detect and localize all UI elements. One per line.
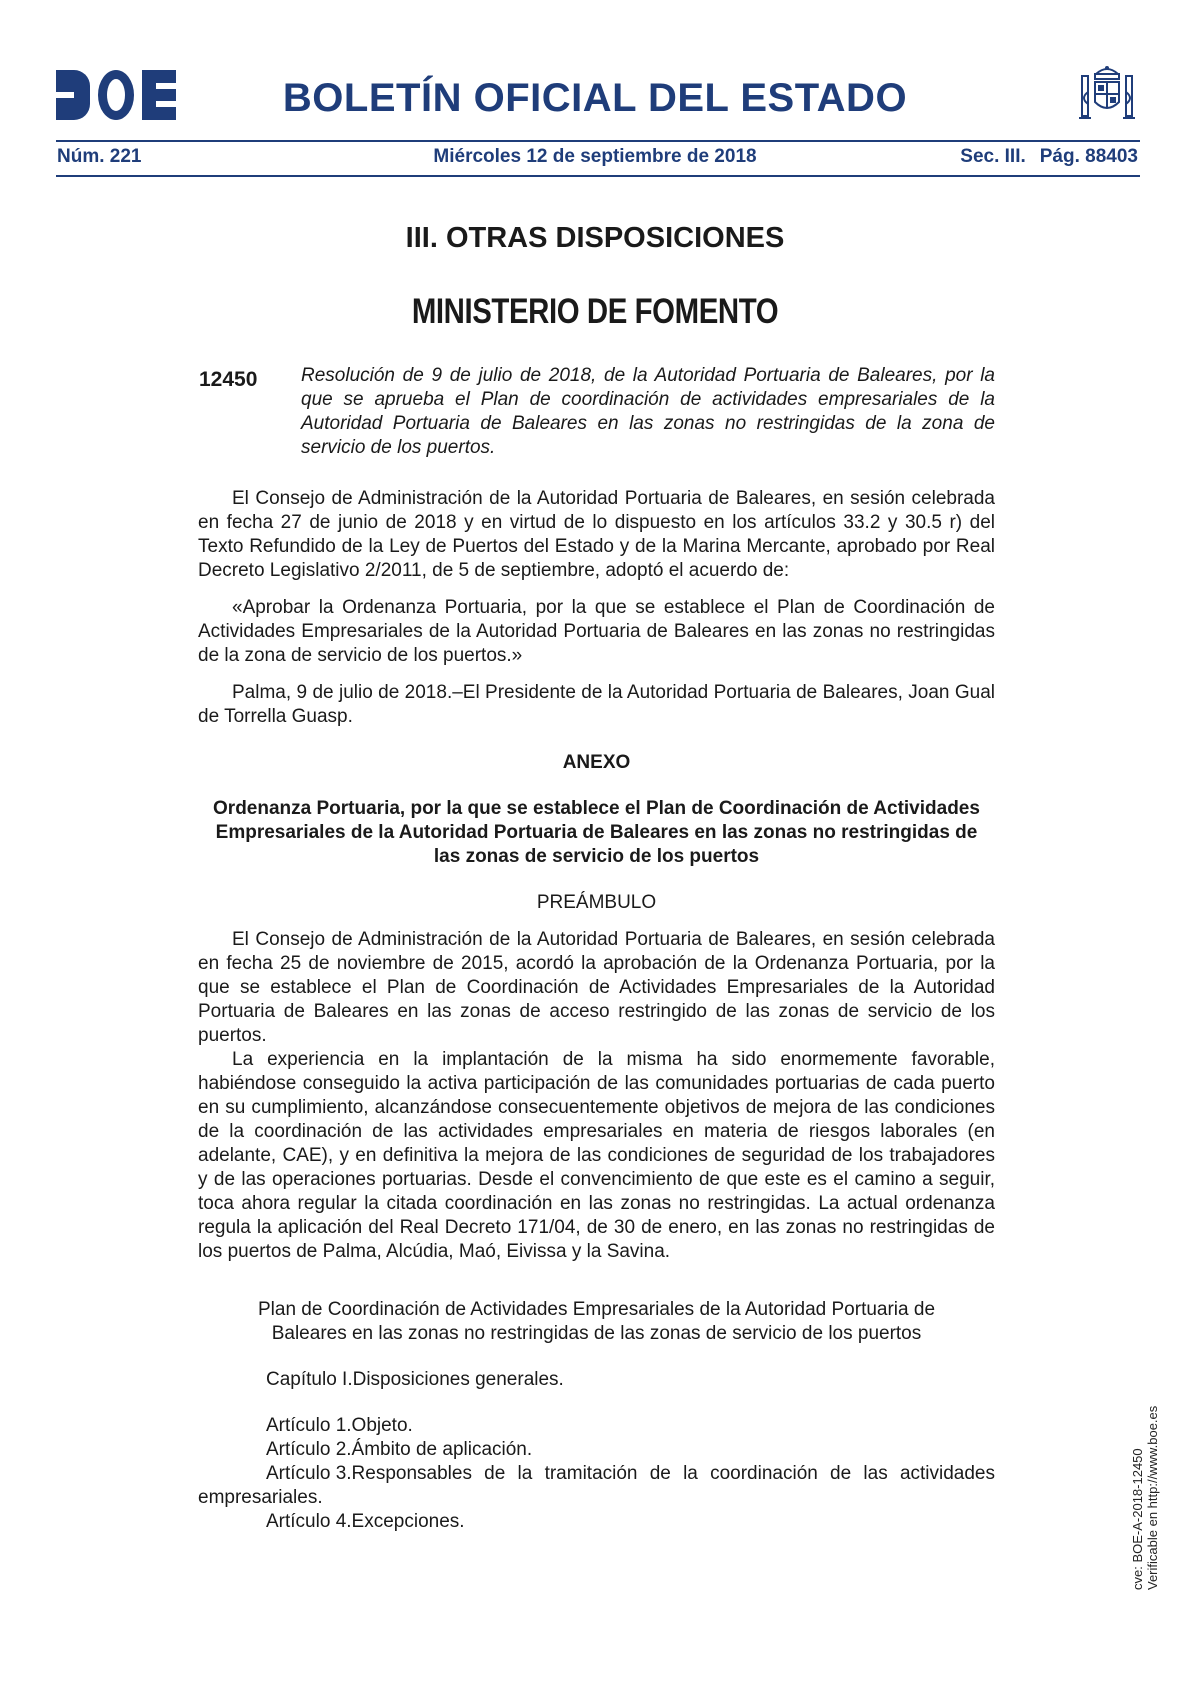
disposition-number: 12450 xyxy=(199,368,258,391)
logo-letter-o xyxy=(98,70,134,120)
disposition-summary: Resolución de 9 de julio de 2018, de la Autoridad Portuaria de Baleares, por la que se aprueba el Plan de coordinación de actividades empresariales de la Autoridad Portuaria de Baleares en las zonas no restringidas de la zona de servicio de los puertos. xyxy=(301,365,995,458)
boe-logo xyxy=(56,70,176,120)
plan-title: Plan de Coordinación de Actividades Empresariales de la Autoridad Portuaria de Baleares en las zonas no restringidas de las zonas de servicio de los puertos xyxy=(257,1299,936,1344)
chapter-text: Disposiciones generales. xyxy=(352,1369,564,1390)
list-item xyxy=(198,1438,995,1462)
preambulo-heading: PREÁMBULO xyxy=(536,892,657,913)
chapter-label: Capítulo I. xyxy=(266,1369,353,1390)
issue-number: Núm. 221 xyxy=(57,146,142,167)
ministry-title: MINISTERIO DE FOMENTO xyxy=(411,292,779,331)
section-label: Sec. III. xyxy=(960,146,1026,167)
list-item xyxy=(198,1462,995,1510)
page-label: Pág. 88403 xyxy=(1039,146,1138,167)
article-label: Artículo 3. xyxy=(266,1463,352,1484)
anexo-heading: ANEXO xyxy=(562,752,631,773)
article-text: Responsables de la tramitación de la coordinación de las actividades empresariales. xyxy=(198,1463,995,1508)
article-label: Artículo 2. xyxy=(266,1439,352,1460)
paragraph-quote: «Aprobar la Ordenanza Portuaria, por la que se establece el Plan de Coordinación de Actividades Empresariales de la Autoridad Portuaria de Baleares en las zonas no restringidas de la zona de servicio de los puertos.» xyxy=(198,597,995,666)
article-text: Ámbito de aplicación. xyxy=(351,1439,533,1460)
paragraph-acuerdo: El Consejo de Administración de la Autoridad Portuaria de Baleares, en sesión celebrada en fecha 27 de junio de 2018 y en virtud de lo dispuesto en los artículos 33.2 y 30.5 r) del Texto Refundido de la Ley de Puertos del Estado y de la Marina Mercante, aprobado por Real Decreto Legislativo 2/2011, de 5 de septiembre, adoptó el acuerdo de: xyxy=(198,488,995,581)
section-page xyxy=(960,146,1138,168)
issue-date: Miércoles 12 de septiembre de 2018 xyxy=(433,146,757,167)
header-rule-bottom xyxy=(56,175,1140,177)
verification-link[interactable]: Verificable en http://www.boe.es xyxy=(1145,1405,1160,1590)
article-label: Artículo 4. xyxy=(266,1511,352,1532)
article-text: Objeto. xyxy=(351,1415,413,1436)
ordenanza-title: Ordenanza Portuaria, por la que se establece el Plan de Coordinación de Actividades Empresariales de la Autoridad Portuaria de Baleares en las zonas no restringidas de las zonas de servicio de los puertos xyxy=(213,798,980,867)
list-item xyxy=(198,1510,995,1534)
coat-of-arms-icon xyxy=(1076,62,1138,128)
paragraph-preambulo-2: La experiencia en la implantación de la misma ha sido enormemente favorable, habiéndose conseguido la activa participación de las comunidades portuarias de cada puerto en su cumplimiento, alcanzándose consecuentemente objetivos de mejora de las condiciones de la coordinación de las actividades empresariales en materia de riesgos laborales (en adelante, CAE), y en definitiva la mejora de las condiciones de seguridad de los trabajadores y de las operaciones portuarias. Desde el convencimiento de que este es el camino a seguir, toca ahora regular la citada coordinación en las zonas no restringidas. La actual ordenanza regula la aplicación del Real Decreto 171/04, de 30 de enero, en las zonas no restringidas de los puertos de Palma, Alcúdia, Maó, Eivissa y la Savina. xyxy=(198,1049,995,1262)
cve-code: cve: BOE-A-2018-12450 xyxy=(1130,1448,1145,1590)
paragraph-signature: Palma, 9 de julio de 2018.–El Presidente de la Autoridad Portuaria de Baleares, Joan Gual de Torrella Guasp. xyxy=(198,682,995,727)
paragraph-preambulo-1: El Consejo de Administración de la Autoridad Portuaria de Baleares, en sesión celebrada en fecha 25 de noviembre de 2015, acordó la aprobación de la Ordenanza Portuaria, por la que se establece el Plan de Coordinación de Actividades Empresariales de la Autoridad Portuaria de Baleares en las zonas de acceso restringido de las zonas de servicio de los puertos. xyxy=(198,929,995,1046)
article-label: Artículo 1. xyxy=(266,1415,352,1436)
logo-letter-e xyxy=(142,70,176,120)
section-title: III. OTRAS DISPOSICIONES xyxy=(405,222,785,254)
verification-margin xyxy=(1130,1406,1160,1590)
header-rule-top xyxy=(56,140,1140,142)
list-item xyxy=(198,1414,995,1438)
article-text: Excepciones. xyxy=(351,1511,465,1532)
header-title: BOLETÍN OFICIAL DEL ESTADO xyxy=(282,76,908,120)
chapter-entry xyxy=(198,1368,995,1392)
document-body xyxy=(198,487,995,1534)
